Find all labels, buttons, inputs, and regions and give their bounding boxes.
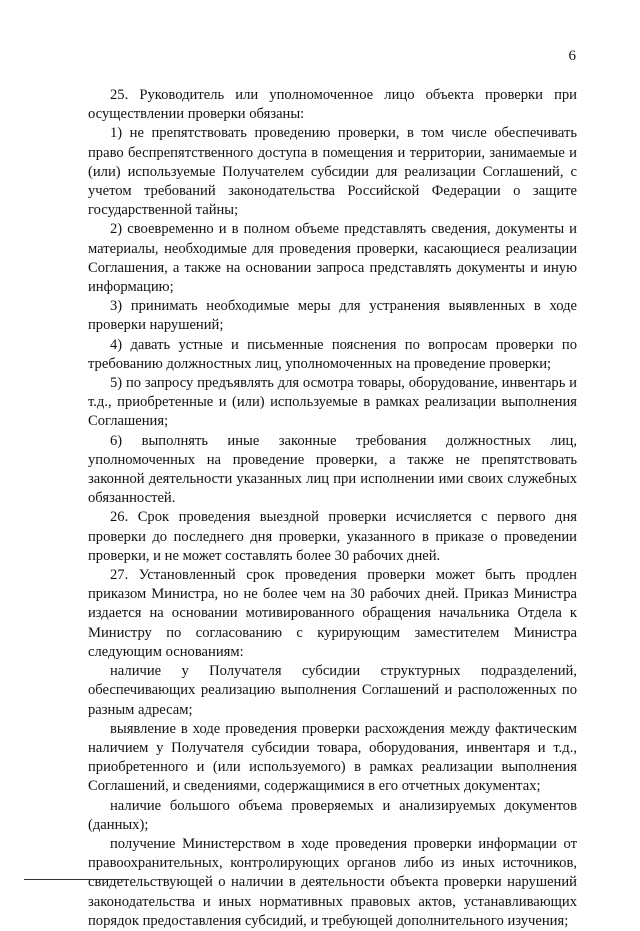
paragraph-25-item-4: 4) давать устные и письменные пояснения по вопросам проверки по требованию должностных лиц, уполномоченных на проведение проверки; — [88, 336, 577, 372]
page-number: 6 — [568, 48, 576, 64]
paragraph-27-ground-2: выявление в ходе проведения проверки расхождения между фактическим наличием у Получателя субсидии товара, оборудования, инвентаря и т.д., приобретенного и (или используемого) в рамках реализации выполнения Соглашений, и сведениями, содержащимися в его отчетных документах; — [88, 720, 577, 795]
paragraph-25-item-3: 3) принимать необходимые меры для устранения выявленных в ходе проверки нарушений; — [88, 298, 577, 334]
paragraph-25-item-5: 5) по запросу предъявлять для осмотра товары, оборудование, инвентарь и т.д., приобретенные и (или) используемые в рамках реализации выполнения Соглашения; — [88, 375, 577, 430]
paragraph-26: 26. Срок проведения выездной проверки исчисляется с первого дня проверки до последнего дня проверки, указанного в приказе о проведении проверки, и не может составлять более 30 рабочих дней. — [88, 509, 577, 564]
footnote-separator-line — [24, 879, 128, 880]
paragraph-25-intro: 25. Руководитель или уполномоченное лицо объекта проверки при осуществлении проверки обязаны: — [88, 87, 577, 123]
paragraph-27-intro: 27. Установленный срок проведения проверки может быть продлен приказом Министра, но не более чем на 30 рабочих дней. Приказ Министра издается на основании мотивированного обращения начальника Отдела к Министру по согласованию с курирующим заместителем Министра следующим основаниям: — [88, 567, 577, 660]
paragraph-25-item-6: 6) выполнять иные законные требования должностных лиц, уполномоченных на проведение проверки, а также не препятствовать законной деятельности указанных лиц при исполнении ими своих служебных обязанностей. — [88, 432, 577, 507]
document-body — [88, 86, 577, 931]
paragraph-25-item-2: 2) своевременно и в полном объеме представлять сведения, документы и материалы, необходимые для проведения проверки, касающиеся реализации Соглашения, а также на основании запроса представлять документы и иную информацию; — [88, 221, 577, 296]
paragraph-27-ground-4: получение Министерством в ходе проведения проверки информации от правоохранительных, контролирующих органов либо из иных источников, свидетельствующей о наличии в деятельности объекта проверки нарушений законодательства и иных нормативных правовых актов, устанавливающих порядок предоставления субсидий, и требующей дополнительного изучения; — [88, 835, 577, 929]
paragraph-27-ground-3: наличие большого объема проверяемых и анализируемых документов (данных); — [88, 797, 577, 833]
paragraph-25-item-1: 1) не препятствовать проведению проверки, в том числе обеспечивать право беспрепятственного доступа в помещения и территории, занимаемые и (или) используемые Получателем субсидии для реализации Соглашений, с учетом требований законодательства Российской Федерации о защите государственной тайны; — [88, 125, 577, 219]
paragraph-27-ground-1: наличие у Получателя субсидии структурных подразделений, обеспечивающих реализацию выполнения Соглашений и расположенных по разным адресам; — [88, 663, 577, 718]
